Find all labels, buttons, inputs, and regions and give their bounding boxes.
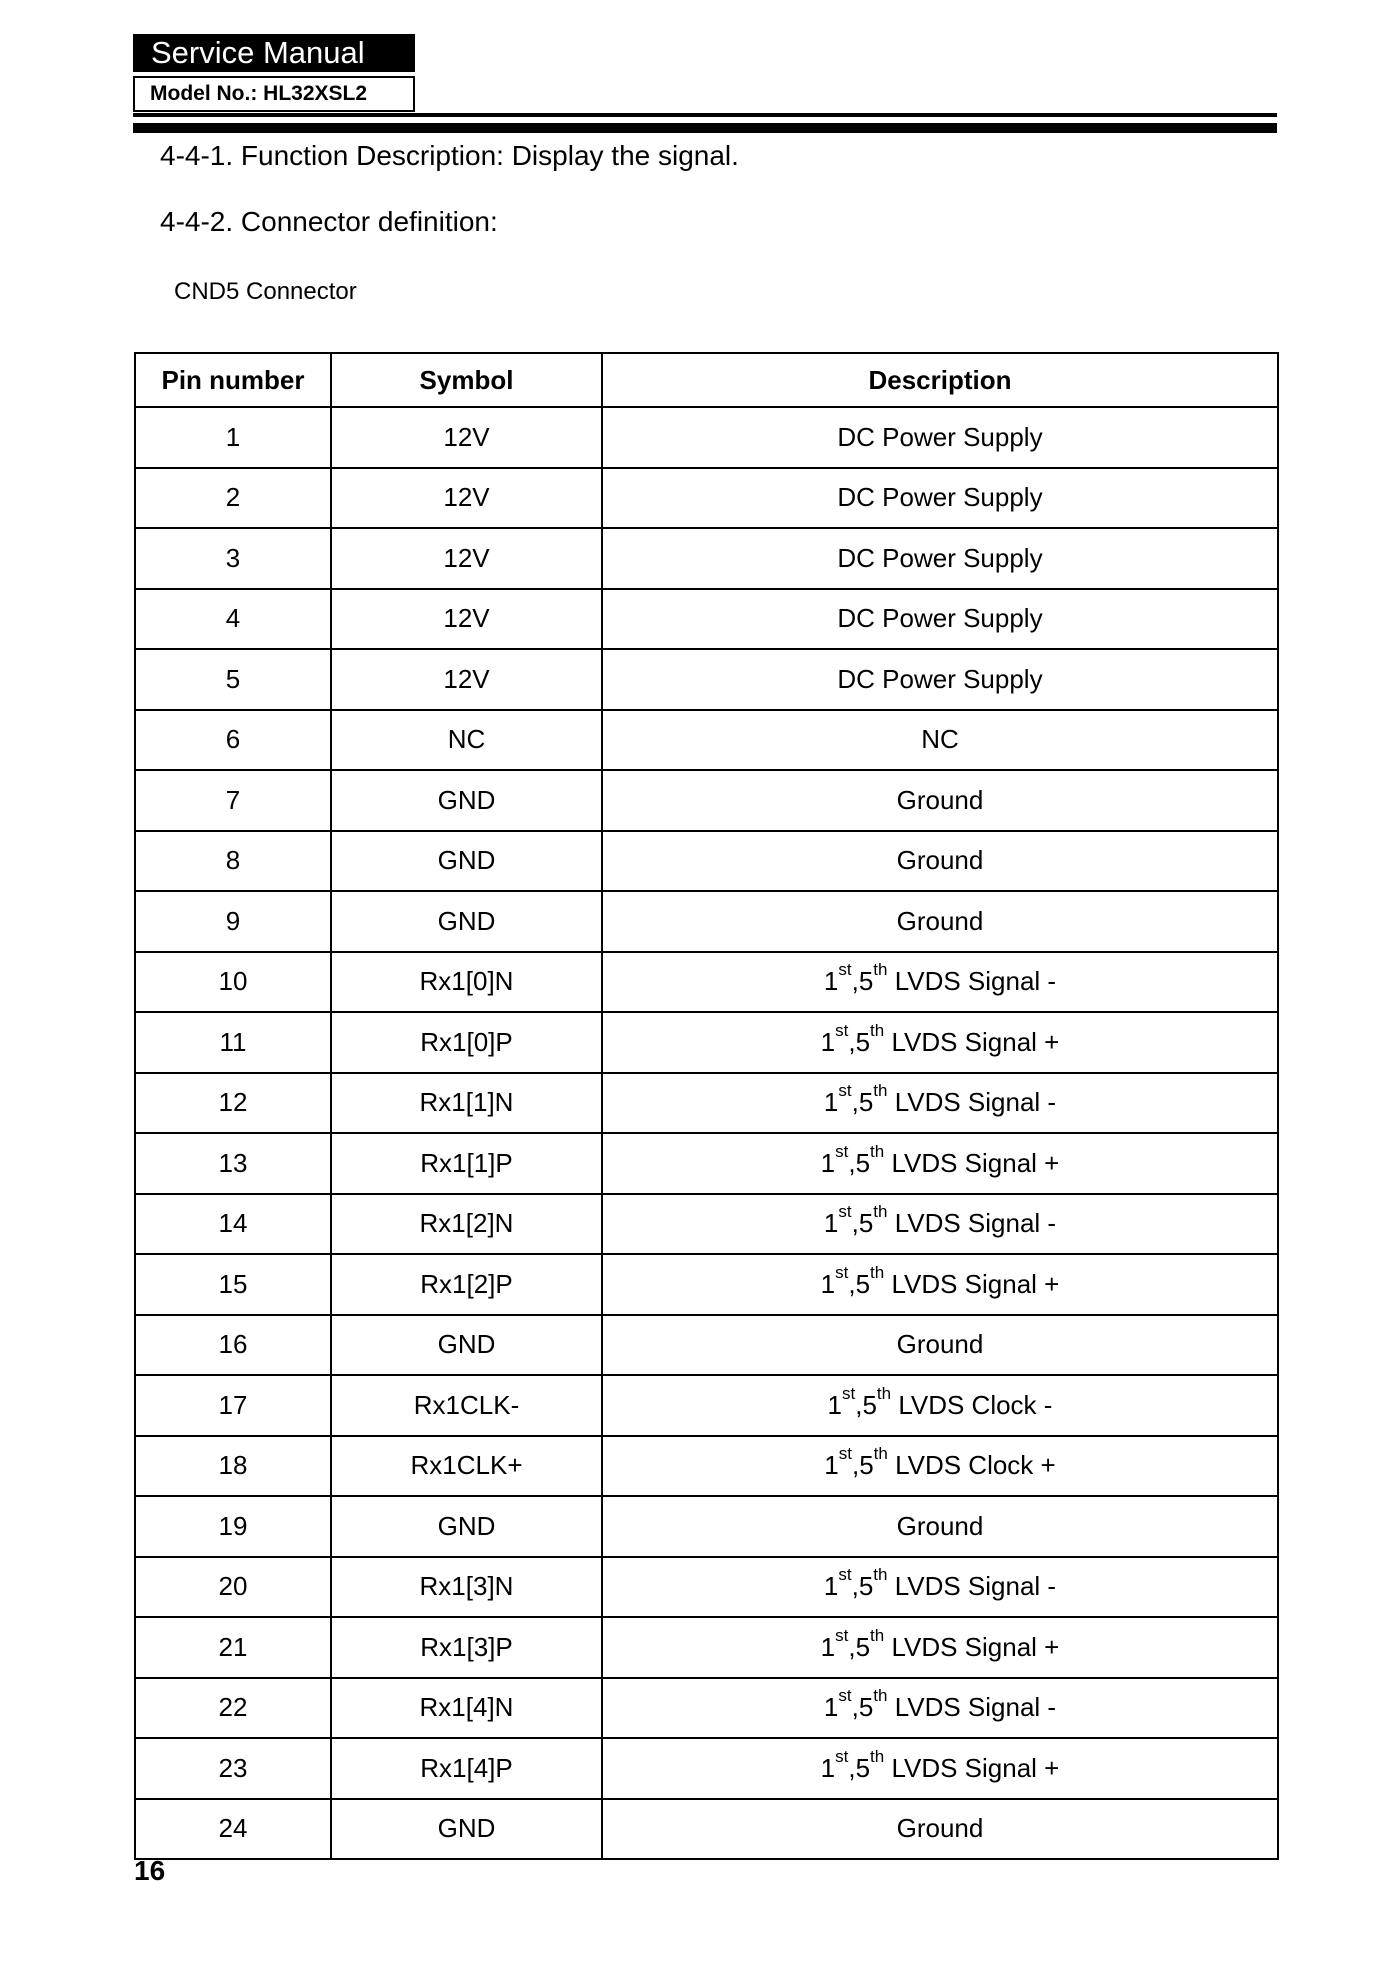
symbol-cell: Rx1[0]N — [331, 952, 602, 1013]
ordinal-suffix: th — [873, 1565, 888, 1585]
pin-number-cell: 22 — [135, 1678, 331, 1739]
symbol-cell: GND — [331, 770, 602, 831]
description-text: LVDS Signal - — [887, 1208, 1057, 1239]
symbol-cell: Rx1[2]N — [331, 1194, 602, 1255]
pin-number-cell: 18 — [135, 1436, 331, 1497]
description-cell — [602, 1073, 1278, 1134]
description-cell: DC Power Supply — [602, 407, 1278, 468]
description-text: 1 — [823, 1692, 839, 1723]
description-cell — [602, 1194, 1278, 1255]
ordinal-suffix: st — [838, 1202, 852, 1222]
table-row — [135, 1194, 1278, 1255]
table-row — [135, 1738, 1278, 1799]
description-text: 1 — [827, 1389, 842, 1420]
pin-number-cell: 23 — [135, 1738, 331, 1799]
description-text: 1 — [823, 1571, 839, 1602]
table-row — [135, 1436, 1278, 1497]
pin-definition-table — [134, 352, 1279, 1860]
description-text: 1 — [823, 1208, 839, 1239]
description-text: ,5 — [855, 1389, 877, 1420]
description-cell — [602, 1557, 1278, 1618]
description-cell: DC Power Supply — [602, 649, 1278, 710]
ordinal-suffix: st — [838, 1081, 852, 1101]
description-cell — [602, 1436, 1278, 1497]
table-row — [135, 1496, 1278, 1557]
description-text: ,5 — [851, 1571, 874, 1602]
table-row — [135, 1617, 1278, 1678]
pin-number-cell: 5 — [135, 649, 331, 710]
ordinal-suffix: th — [870, 1141, 885, 1161]
description-cell: Ground — [602, 1496, 1278, 1557]
column-header-symbol: Symbol — [331, 353, 602, 407]
description-text: LVDS Signal + — [884, 1268, 1060, 1299]
ordinal-suffix: st — [838, 1686, 852, 1706]
symbol-cell: 12V — [331, 468, 602, 529]
symbol-cell: Rx1[4]N — [331, 1678, 602, 1739]
ordinal-suffix: st — [838, 1565, 852, 1585]
symbol-cell: NC — [331, 710, 602, 771]
pin-number-cell: 21 — [135, 1617, 331, 1678]
description-text: 1 — [820, 1268, 836, 1299]
manual-title: Service Manual — [133, 34, 415, 72]
table-row — [135, 1254, 1278, 1315]
table-row — [135, 770, 1278, 831]
description-cell — [602, 1254, 1278, 1315]
symbol-cell: GND — [331, 891, 602, 952]
connector-definition-heading: 4-4-2. Connector definition: — [160, 206, 498, 237]
model-number: Model No.: HL32XSL2 — [133, 76, 415, 112]
table-row — [135, 1678, 1278, 1739]
symbol-cell: Rx1[3]P — [331, 1617, 602, 1678]
ordinal-suffix: th — [870, 1262, 885, 1282]
description-text: ,5 — [851, 966, 874, 997]
description-text: 1 — [820, 1147, 836, 1178]
ordinal-suffix: st — [842, 1383, 856, 1403]
description-text: LVDS Signal + — [884, 1752, 1060, 1783]
ordinal-suffix: st — [835, 1141, 849, 1161]
description-cell: Ground — [602, 891, 1278, 952]
pin-number-cell: 17 — [135, 1375, 331, 1436]
symbol-cell: 12V — [331, 589, 602, 650]
symbol-cell: Rx1[0]P — [331, 1012, 602, 1073]
ordinal-suffix: st — [835, 1746, 849, 1766]
description-text: 1 — [820, 1631, 836, 1662]
pin-number-cell: 8 — [135, 831, 331, 892]
table-row — [135, 1375, 1278, 1436]
description-text: LVDS Signal - — [887, 1571, 1057, 1602]
description-text: LVDS Clock - — [891, 1389, 1053, 1420]
description-text: 1 — [823, 966, 839, 997]
header-rule-thin — [133, 113, 1277, 117]
ordinal-suffix: st — [838, 1444, 852, 1464]
symbol-cell: Rx1[3]N — [331, 1557, 602, 1618]
symbol-cell: 12V — [331, 407, 602, 468]
description-text: 1 — [820, 1752, 836, 1783]
symbol-cell: 12V — [331, 528, 602, 589]
description-text: 1 — [824, 1450, 839, 1481]
symbol-cell: Rx1[1]N — [331, 1073, 602, 1134]
pin-number-cell: 24 — [135, 1799, 331, 1860]
symbol-cell: 12V — [331, 649, 602, 710]
description-text: 1 — [823, 1087, 839, 1118]
description-text: ,5 — [851, 1450, 874, 1481]
description-text: ,5 — [848, 1026, 871, 1057]
description-text: LVDS Signal - — [887, 1087, 1057, 1118]
symbol-cell: GND — [331, 1799, 602, 1860]
description-cell: DC Power Supply — [602, 528, 1278, 589]
description-cell: DC Power Supply — [602, 468, 1278, 529]
pin-number-cell: 6 — [135, 710, 331, 771]
symbol-cell: Rx1[4]P — [331, 1738, 602, 1799]
table-row — [135, 710, 1278, 771]
table-row — [135, 1012, 1278, 1073]
table-row — [135, 407, 1278, 468]
pin-number-cell: 12 — [135, 1073, 331, 1134]
description-cell: Ground — [602, 1315, 1278, 1376]
symbol-cell: GND — [331, 1315, 602, 1376]
function-description-heading: 4-4-1. Function Description: Display the signal. — [160, 140, 739, 171]
pin-number-cell: 7 — [135, 770, 331, 831]
pin-number-cell: 3 — [135, 528, 331, 589]
pin-number-cell: 19 — [135, 1496, 331, 1557]
description-text: LVDS Signal + — [884, 1631, 1060, 1662]
pin-number-cell: 1 — [135, 407, 331, 468]
pin-number-cell: 10 — [135, 952, 331, 1013]
pin-number-cell: 9 — [135, 891, 331, 952]
description-cell — [602, 1617, 1278, 1678]
ordinal-suffix: th — [870, 1746, 885, 1766]
ordinal-suffix: th — [873, 1444, 888, 1464]
table-header-row — [135, 353, 1278, 407]
symbol-cell: Rx1[2]P — [331, 1254, 602, 1315]
description-cell — [602, 1678, 1278, 1739]
description-text: ,5 — [848, 1268, 871, 1299]
pin-number-cell: 2 — [135, 468, 331, 529]
description-text: LVDS Signal - — [887, 1692, 1057, 1723]
description-cell — [602, 1133, 1278, 1194]
column-header-pin: Pin number — [135, 353, 331, 407]
ordinal-suffix: th — [870, 1625, 885, 1645]
table-row — [135, 589, 1278, 650]
description-text: ,5 — [851, 1087, 874, 1118]
header-rule-thick — [133, 123, 1277, 133]
symbol-cell: Rx1[1]P — [331, 1133, 602, 1194]
ordinal-suffix: th — [873, 960, 888, 980]
description-cell — [602, 1738, 1278, 1799]
description-text: 1 — [820, 1026, 836, 1057]
table-row — [135, 468, 1278, 529]
ordinal-suffix: st — [835, 1262, 849, 1282]
pin-number-cell: 11 — [135, 1012, 331, 1073]
description-text: ,5 — [848, 1147, 871, 1178]
symbol-cell: Rx1CLK+ — [331, 1436, 602, 1497]
table-row — [135, 831, 1278, 892]
table-row — [135, 891, 1278, 952]
description-cell — [602, 1012, 1278, 1073]
description-cell: DC Power Supply — [602, 589, 1278, 650]
description-cell: Ground — [602, 831, 1278, 892]
description-text: LVDS Clock + — [887, 1450, 1056, 1481]
ordinal-suffix: th — [873, 1081, 888, 1101]
connector-label: CND5 Connector — [174, 278, 357, 305]
ordinal-suffix: th — [873, 1686, 888, 1706]
symbol-cell: GND — [331, 1496, 602, 1557]
description-cell — [602, 1375, 1278, 1436]
ordinal-suffix: th — [876, 1383, 892, 1403]
page-number: 16 — [134, 1855, 166, 1886]
symbol-cell: Rx1CLK- — [331, 1375, 602, 1436]
description-cell — [602, 952, 1278, 1013]
ordinal-suffix: st — [835, 1020, 849, 1040]
description-text: LVDS Signal - — [887, 966, 1057, 997]
description-text: ,5 — [848, 1752, 871, 1783]
ordinal-suffix: th — [873, 1202, 888, 1222]
table-row — [135, 1557, 1278, 1618]
pin-number-cell: 13 — [135, 1133, 331, 1194]
table-row — [135, 649, 1278, 710]
description-text: ,5 — [851, 1692, 874, 1723]
description-cell: Ground — [602, 1799, 1278, 1860]
description-text: ,5 — [848, 1631, 871, 1662]
table-row — [135, 1133, 1278, 1194]
pin-number-cell: 16 — [135, 1315, 331, 1376]
ordinal-suffix: st — [835, 1625, 849, 1645]
description-text: LVDS Signal + — [884, 1026, 1060, 1057]
pin-number-cell: 14 — [135, 1194, 331, 1255]
symbol-cell: GND — [331, 831, 602, 892]
description-cell: NC — [602, 710, 1278, 771]
description-text: ,5 — [851, 1208, 874, 1239]
table-row — [135, 1799, 1278, 1860]
ordinal-suffix: th — [870, 1020, 885, 1040]
pin-number-cell: 4 — [135, 589, 331, 650]
table-row — [135, 528, 1278, 589]
pin-number-cell: 20 — [135, 1557, 331, 1618]
table-row — [135, 1315, 1278, 1376]
ordinal-suffix: st — [838, 960, 852, 980]
description-cell: Ground — [602, 770, 1278, 831]
table-row — [135, 1073, 1278, 1134]
description-text: LVDS Signal + — [884, 1147, 1060, 1178]
pin-number-cell: 15 — [135, 1254, 331, 1315]
table-row — [135, 952, 1278, 1013]
column-header-description: Description — [602, 353, 1278, 407]
